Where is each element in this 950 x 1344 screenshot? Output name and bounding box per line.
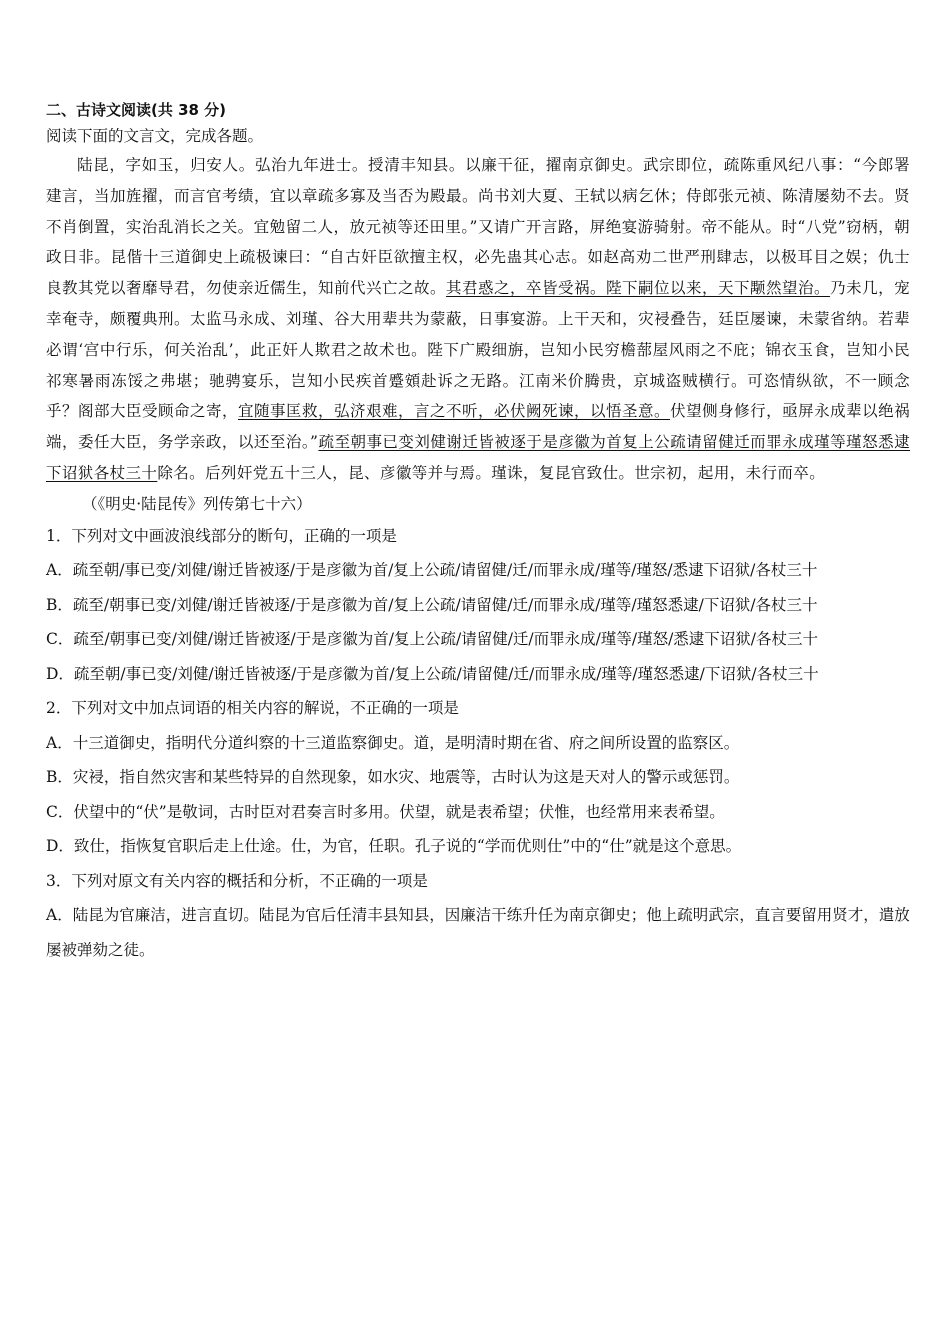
question-1-option-a: A．疏至朝/事已变/刘健/谢迁皆被逐/于是彦徽为首/复上公疏/请留健/迁/而罪永成/瑾等/瑾怒/悉逮下诏狱/各杖三十 [46,561,818,580]
question-1-option-b: B．疏至/朝事已变/刘健/谢迁皆被逐/于是彦徽为首/复上公疏/请留健/迁/而罪永成/瑾等/瑾怒悉逮/下诏狱/各杖三十 [46,595,818,614]
instruction: 阅读下面的文言文，完成各题。 [46,127,264,145]
underlined-sentence-1: 其君惑之，卒皆受祸。陛下嗣位以来，天下颙然望治。 [446,279,831,298]
wavy-underlined-segment: 疏至朝事已变刘健谢迁皆被逐于是彦徽为首复上公疏请留健迁而罪永成瑾等瑾怒悉逮下诏狱各杖三十 [46,433,910,482]
question-2-stem: 2．下列对文中加点词语的相关内容的解说，不正确的一项是 [46,699,459,718]
question-2-option-d: D．致仕，指恢复官职后走上仕途。仕，为官，任职。孔子说的“学而优则仕”中的“仕”就是这个意思。 [46,837,742,856]
section-title: 二、古诗文阅读(共 38 分) [46,101,227,119]
document-page [46,98,910,967]
underlined-sentence-2: 宜随事匡救，弘济艰难，言之不听，必伏阙死谏，以悟圣意。 [238,402,671,421]
question-3-stem: 3．下列对原文有关内容的概括和分析，不正确的一项是 [46,871,428,890]
passage-text-3: 伏望侧身修行，亟屏永成辈以绝祸端，委任大臣，务学亲政，以还至治。” [46,402,910,452]
classical-passage [46,150,910,489]
passage-text-2: 乃未几，宠幸奄寺，颇覆典刑。太监马永成、刘瑾、谷大用辈共为蒙蔽，日事宴游。上干天和，灾祲叠告，廷臣屡谏，未蒙省纳。若辈必谓‘宫中行乐，何关治乱’，此正奸人欺君之故术也。陛下广殿细旃，岂知小民穷檐蔀屋风雨之不庇；锦衣玉食，岂知小民祁寒暑雨冻馁之弗堪；驰骋宴乐，岂知小民疾首蹙頞赴诉之无路。江南米价腾贵，京城盗贼横行。可恣情纵欲，不一顾念乎？阁部大臣受顾命之寄， [46,279,910,421]
passage-text-4: 除名。后列奸党五十三人，昆、彦徽等并与焉。瑾诛，复昆官致仕。世宗初，起用，未行而卒。 [157,463,826,482]
question-1-stem: 1．下列对文中画波浪线部分的断句，正确的一项是 [46,526,397,545]
question-2-option-b: B．灾祲，指自然灾害和某些特异的自然现象，如水灾、地震等，古时认为这是天对人的警示或惩罚。 [46,768,740,787]
question-2-option-a: A．十三道御史，指明代分道纠察的十三道监察御史。道，是明清时期在省、府之间所设置的监察区。 [46,733,740,752]
question-1-option-c: C．疏至/朝事已变/刘健/谢迁皆被逐/于是彦徽为首/复上公疏/请留健/迁/而罪永成/瑾等/瑾怒/悉逮下诏狱/各杖三十 [46,630,819,649]
passage-text-1: 陆昆，字如玉，归安人。弘治九年进士。授清丰知县。以廉干征，擢南京御史。武宗即位，疏陈重风纪八事：“今郎署建言，当加旌擢，而言官考绩，宜以章疏多寡及当否为殿最。尚书刘大夏、王轼以病乞休；侍郎张元祯、陈清屡劾不去。贤不肖倒置，实治乱消长之关。宜勉留二人，放元祯等还田里。”又请广开言路，屏绝宴游骑射。帝不能从。时“八党”窃柄，朝政日非。昆偕十三道御史上疏极谏曰：“自古奸臣欲擅主权，必先蛊其心志。如赵高劝二世严刑肆志，以极耳目之娱；仇士良教其党以奢靡导君，勿使亲近儒生，知前代兴亡之故。 [46,156,910,298]
passage-source: （《明史·陆昆传》列传第七十六） [82,494,312,513]
question-3-option-a: A．陆昆为官廉洁，进言直切。陆昆为官后任清丰县知县，因廉洁干练升任为南京御史；他上疏明武宗，直言要留用贤才，遣放屡被弹劾之徒。 [46,906,910,959]
question-1-option-d: D．疏至朝/事已变/刘健/谢迁皆被逐/于是彦徽为首/复上公疏/请留健/迁/而罪永成/瑾等/瑾怒悉逮/下诏狱/各杖三十 [46,664,819,683]
question-2-option-c: C．伏望中的“伏”是敬词，古时臣对君奏言时多用。伏望，就是表希望；伏惟，也经常用来表希望。 [46,802,725,821]
